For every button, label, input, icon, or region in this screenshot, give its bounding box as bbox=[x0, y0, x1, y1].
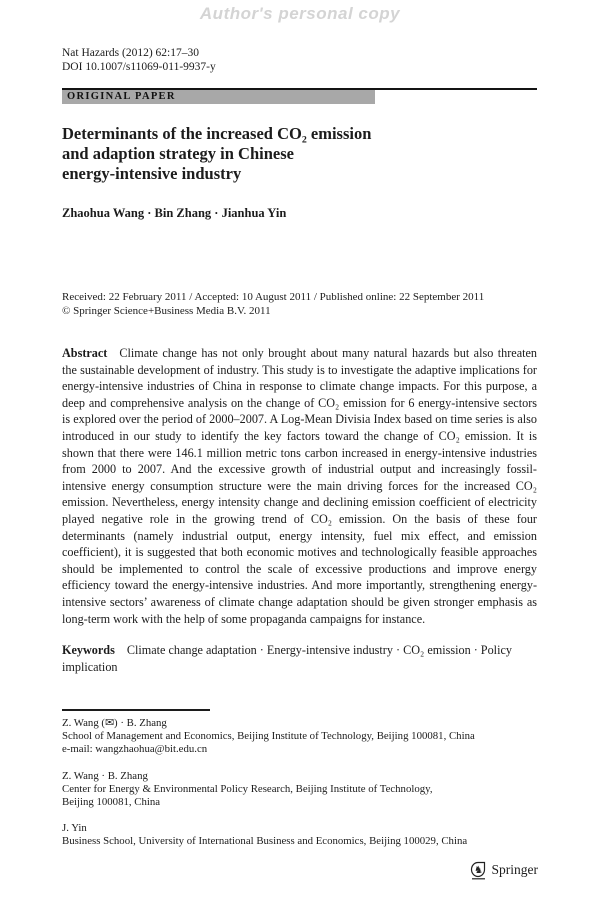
keywords-text: Climate change adaptation · Energy-intensive industry · CO₂ emission · Policy implication bbox=[62, 643, 512, 674]
journal-citation: Nat Hazards (2012) 62:17–30 bbox=[62, 47, 200, 59]
abstract-and-keywords bbox=[62, 345, 537, 675]
authors-line: Zhaohua Wang · Bin Zhang · Jianhua Yin bbox=[62, 206, 287, 220]
publisher-mark bbox=[470, 860, 539, 880]
footnote-line: Center for Energy & Environmental Policy Research, Beijing Institute of Technology, bbox=[62, 782, 433, 795]
copyright-line: © Springer Science+Business Media B.V. 2011 bbox=[62, 305, 271, 317]
footnote-line: Z. Wang · B. Zhang bbox=[62, 769, 148, 782]
footnote-line: School of Management and Economics, Beijing Institute of Technology, Beijing 100081, China bbox=[62, 730, 475, 743]
paper-title-line: energy-intensive industry bbox=[62, 164, 242, 183]
keywords-label: Keywords bbox=[62, 643, 115, 658]
keywords-paragraph bbox=[62, 642, 537, 675]
watermark: Author's personal copy bbox=[199, 4, 401, 23]
journal-info bbox=[62, 46, 216, 74]
abstract-paragraph bbox=[62, 345, 537, 627]
paper-title-line: Determinants of the increased CO₂ emission bbox=[62, 124, 372, 143]
publication-history bbox=[62, 290, 542, 318]
publisher-name: Springer bbox=[491, 862, 538, 877]
paper-title-line: and adaption strategy in Chinese bbox=[62, 144, 294, 163]
received-accepted-published-line: Received: 22 February 2011 / Accepted: 10 August 2011 / Published online: 22 September 2011 bbox=[62, 291, 485, 303]
footnote-line: J. Yin bbox=[62, 822, 87, 835]
footnote-block bbox=[62, 822, 542, 848]
svg-text:♞: ♞ bbox=[473, 865, 483, 876]
footnote-line: Beijing 100081, China bbox=[62, 796, 161, 809]
footnote-block bbox=[62, 770, 542, 810]
original-paper-banner: ORIGINAL PAPER bbox=[62, 90, 375, 104]
footnote-block bbox=[62, 717, 542, 757]
abstract-text: Climate change has not only brought about many natural hazards but also threaten the sustainable development of industry. This study is to investigate the adaptive implications for energy-intensive industries of China in response to climate change impacts. For this purpose, a deep and comprehensive analysis on the change of CO₂ emission for 6 energy-intensive sectors is explored over the period of 2000–2007. A Log-Mean Divisia Index based on time series is also introduced in our study to identify the key factors toward the change of CO₂ emission. It is shown that there were 146.1 million metric tons carbon increased in energy-intensive industries from 2000 to 2007. And the excessive growth of industrial output and increasingly fossil-intensive energy consumption structure were the main driving forces for the increased CO₂ emission. Nevertheless, energy intensity change and declining emission coefficient of electricity played negative role in the growing trend of CO₂ emission. On the basis of these four determinants (namely industrial output, energy intensity, fuel mix effect, and emission coefficient), it is suggested that both economic motives and technologically feasible approaches should be implemented to control the scale of excessive productions and improve energy efficiency toward the energy-intensive industries. And more importantly, strengthening energy-intensive sectors’ awareness of climate change adaptation should be given stronger emphasis as long-term work with the help of some propaganda campaigns for instance. bbox=[62, 346, 537, 626]
footnote-line: Z. Wang (✉) · B. Zhang bbox=[62, 717, 167, 729]
affiliation-footnotes bbox=[62, 717, 542, 862]
footnote-line: Business School, University of International Business and Economics, Beijing 100029, China bbox=[62, 835, 468, 848]
footnote-email-line: e-mail: wangzhaohua@bit.edu.cn bbox=[62, 743, 208, 756]
abstract-label: Abstract bbox=[62, 346, 108, 360]
footnote-rule bbox=[62, 709, 210, 711]
paper-title bbox=[62, 124, 537, 184]
journal-doi: DOI 10.1007/s11069-011-9937-y bbox=[62, 61, 216, 73]
springer-logo-icon bbox=[470, 860, 487, 880]
